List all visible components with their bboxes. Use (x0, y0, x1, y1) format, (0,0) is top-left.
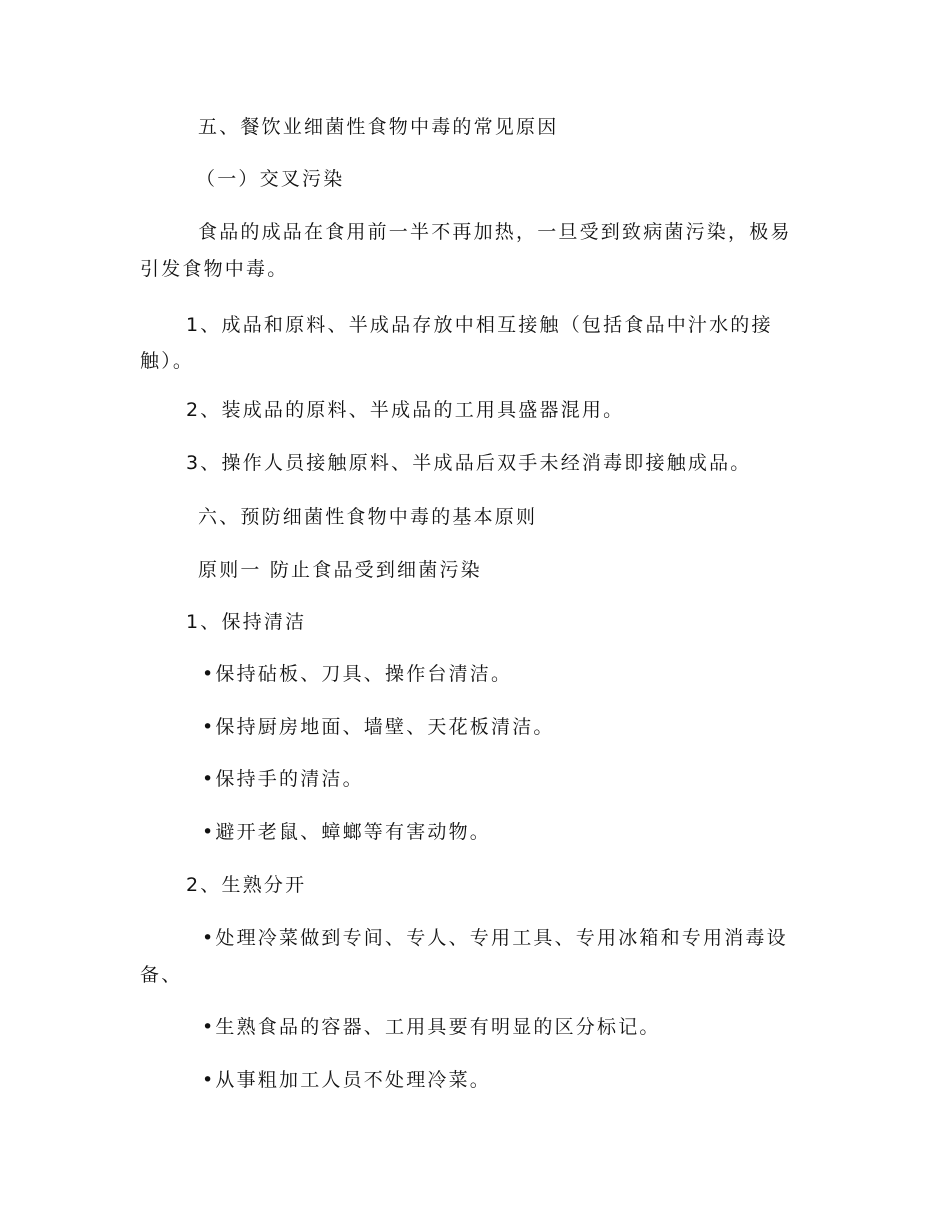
bullet-item: •从事粗加工人员不处理冷菜。 (202, 1069, 492, 1091)
paragraph-line: 引发食物中毒。 (140, 258, 289, 280)
numbered-item-2: 2、装成品的原料、半成品的工用具盛器混用。 (186, 399, 625, 421)
numbered-item-1: 1、成品和原料、半成品存放中相互接触（包括食品中汁水的接 (186, 314, 773, 336)
section-6-heading: 六、预防细菌性食物中毒的基本原则 (198, 506, 538, 528)
principle-1-heading: 原则一 防止食品受到细菌污染 (198, 559, 482, 581)
section-5-heading: 五、餐饮业细菌性食物中毒的常见原因 (198, 116, 559, 138)
subsection-keep-clean: 1、保持清洁 (186, 611, 307, 633)
subsection-raw-cooked-separation: 2、生熟分开 (186, 874, 307, 896)
numbered-item-1-continued: 触）。 (140, 350, 195, 372)
bullet-item: •生熟食品的容器、工用具要有明显的区分标记。 (202, 1016, 661, 1038)
bullet-item: •避开老鼠、蟑螂等有害动物。 (202, 821, 492, 843)
section-5-subheading-cross-contamination: （一）交叉污染 (196, 168, 345, 190)
numbered-item-3: 3、操作人员接触原料、半成品后双手未经消毒即接触成品。 (186, 452, 752, 474)
bullet-item: •保持厨房地面、墙壁、天花板清洁。 (202, 716, 555, 738)
bullet-item: •保持砧板、刀具、操作台清洁。 (202, 663, 513, 685)
paragraph-line: 食品的成品在食用前一半不再加热，一旦受到致病菌污染，极易 (198, 221, 792, 243)
bullet-item: •保持手的清洁。 (202, 768, 364, 790)
bullet-item: •处理冷菜做到专间、专人、专用工具、专用冰箱和专用消毒设 (202, 927, 788, 949)
bullet-item-continued: 备、 (140, 964, 183, 986)
